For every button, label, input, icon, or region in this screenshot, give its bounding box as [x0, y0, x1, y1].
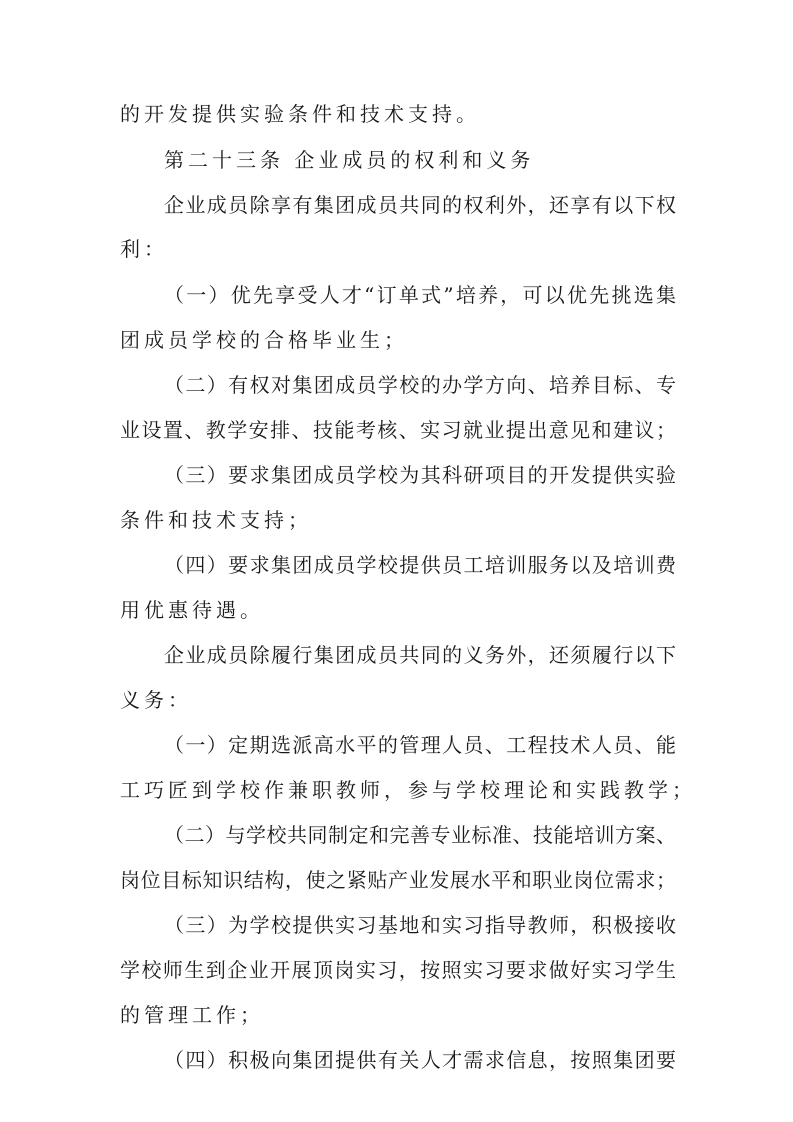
text-line: 团成员学校的合格毕业生；	[120, 328, 408, 352]
text-line: （二）与学校共同制定和完善专业标准、技能培训方案、	[164, 823, 676, 847]
text-line: （四）积极向集团提供有关人才需求信息，按照集团要	[164, 1048, 676, 1072]
text-line: 岗位目标知识结构，使之紧贴产业发展水平和职业岗位需求；	[120, 868, 676, 892]
text-line: （三）为学校提供实习基地和实习指导教师，积极接收	[164, 913, 676, 937]
text-line: 条件和技术支持；	[120, 508, 312, 532]
text-line: （一）优先享受人才“订单式”培养，可以优先挑选集	[164, 283, 676, 307]
text-line: 义务：	[120, 688, 192, 712]
text-line: （四）要求集团成员学校提供员工培训服务以及培训费	[164, 553, 676, 577]
text-line: 学校师生到企业开展顶岗实习，按照实习要求做好实习学生	[120, 958, 676, 982]
text-line: （一）定期选派高水平的管理人员、工程技术人员、能	[164, 733, 676, 757]
section-heading: 第二十三条 企业成员的权利和义务	[164, 148, 535, 172]
text-line: 业设置、教学安排、技能考核、实习就业提出意见和建议；	[120, 418, 676, 442]
text-line: （二）有权对集团成员学校的办学方向、培养目标、专	[164, 373, 676, 397]
text-line: 企业成员除履行集团成员共同的义务外，还须履行以下	[164, 643, 676, 667]
text-line: 企业成员除享有集团成员共同的权利外，还享有以下权	[164, 193, 676, 217]
text-line: 的开发提供实验条件和技术支持。	[120, 102, 480, 126]
text-line: 的管理工作；	[120, 1003, 264, 1027]
text-line: 工巧匠到学校作兼职教师，参与学校理论和实践教学；	[120, 778, 696, 802]
text-line: （三）要求集团成员学校为其科研项目的开发提供实验	[164, 463, 676, 487]
text-line: 用优惠待遇。	[120, 598, 264, 622]
text-line: 利：	[120, 237, 168, 261]
